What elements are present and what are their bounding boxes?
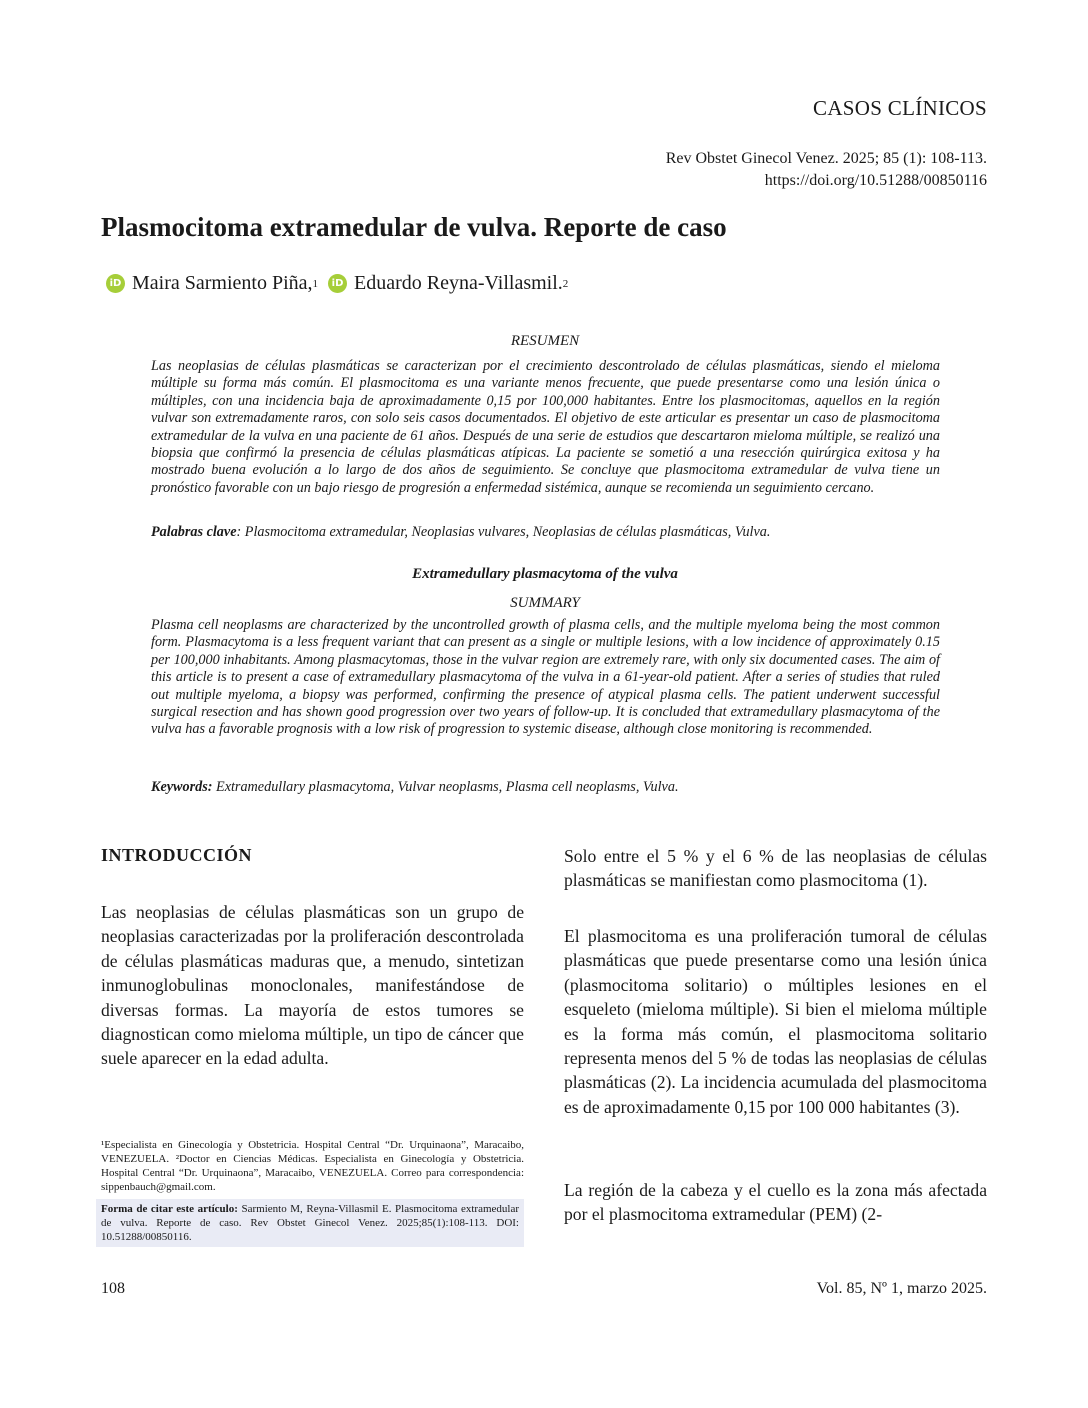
keywords [151, 779, 940, 796]
intro-paragraph-3: El plasmocitoma es una proliferación tumoral de células plasmáticas que puede presentarse como una lesión única (plasmocitoma solitario) o múltiples lesiones en el esqueleto (mieloma múltiple). Si bien el mieloma múltiple es la forma más común, el plasmocitoma solitario representa menos del 5 % de todas las neoplasias de células plasmáticas (2). La incidencia acumulada del plasmocitoma es de aproximadamente 0,15 por 100 000 habitantes (3). [564, 926, 987, 1117]
keywords-list: Extramedullary plasmacytoma, Vulvar neoplasms, Plasma cell neoplasms, Vulva. [212, 779, 679, 795]
resumen-heading: RESUMEN [510, 333, 580, 349]
volume-info: Vol. 85, Nº 1, marzo 2025. [816, 1280, 987, 1297]
english-title: Extramedullary plasmacytoma of the vulva [412, 566, 678, 582]
citation-box [96, 1199, 524, 1247]
intro-heading: INTRODUCCIÓN [101, 845, 253, 865]
section-label: CASOS CLÍNICOS [813, 96, 987, 120]
keywords-label: Keywords: [151, 779, 213, 795]
cite-text: Sarmiento M, Reyna-Villasmil E. Plasmocitoma extramedular de vulva. Reporte de caso. Rev Obstet Ginecol Venez. 2025;85(1):108-113. DOI: 10.51288/00850116. [101, 1203, 519, 1243]
resumen-text: Las neoplasias de células plasmáticas se caracterizan por el crecimiento descontrolado de células plasmáticas, siendo el mieloma múltiple su forma más común. El plasmocitoma es una variante menos frecuente, que puede presentarse como una lesión única o múltiples, con una incidencia baja de aproximadamente 0,15 por 100,000 habitantes. Entre los plasmocitomas, aquellos en la región vulvar son extremadamente raros, con solo seis casos documentados. El objetivo de este articular es presentar un caso de plasmocitoma extramedular de la vulva en una paciente de 61 años. Después de una serie de estudios que descartaron mieloma múltiple, se realizó una biopsia que confirmó la presencia de células plasmáticas atípicas. La paciente se sometió a una resección quirúrgica exitosa y ha mostrado buena evolución a lo largo de dos años de seguimiento. Se concluye que plasmocitoma extramedular de vulva tiene un pronóstico favorable con un bajo riesgo de progresión a enfermedad sistémica, aunque se recomienda un seguimiento cercano. [151, 358, 940, 496]
summary-text: Plasma cell neoplasms are characterized by the uncontrolled growth of plasma cells, and the multiple myeloma being the most common form. Plasmacytoma is a less frequent variant that can present as a single or multiple lesions, with a low incidence of approximately 0.15 per 100,000 inhabitants. Among plasmacytomas, those in the vulvar region are extremely rare, with only six documented cases. The aim of this article is to present a case of extramedullary plasmacytoma of the vulva in a 61-year-old patient. After a series of studies that ruled out multiple myeloma, a biopsy was performed, confirming the presence of atypical plasma cells. The patient underwent successful surgical resection and has shown good progression over two years of follow-up. It is concluded that extramedullary plasmacytoma of the vulva has a favorable prognosis with a low risk of progression to systemic disease, although close monitoring is recommended. [151, 617, 940, 738]
orcid-icon[interactable]: iD [106, 274, 125, 293]
page-number: 108 [101, 1280, 125, 1297]
intro-paragraph-1: Las neoplasias de células plasmáticas son un grupo de neoplasias caracterizadas por la proliferación descontrolada de células plasmáticas maduras que, a menudo, sintetizan inmunoglobulinas monoclonales, manifestándose de diversas formas. La mayoría de estos tumores se diagnostican como mieloma múltiple, un tipo de cáncer que suele aparecer en la edad adulta. [101, 902, 524, 1069]
article-title: Plasmocitoma extramedular de vulva. Reporte de caso [101, 212, 727, 242]
affiliation-footnote: ¹Especialista en Ginecología y Obstetricia. Hospital Central “Dr. Urquinaona”, Maracaibo, VENEZUELA. ²Doctor en Ciencias Médicas. Especialista en Ginecología y Obstetricia. Hospital Central “Dr. Urquinaona”, Maracaibo, VENEZUELA. Correo para correspondencia: sippenbauch@gmail.com. [101, 1139, 524, 1193]
palabras-clave [151, 524, 940, 541]
author-list: iD Maira Sarmiento Piña, 1 iD Eduardo Reyna-Villasmil. 2 [106, 272, 568, 295]
author-name: Eduardo Reyna-Villasmil. [354, 272, 563, 294]
author-name: Maira Sarmiento Piña, [132, 272, 313, 294]
keywords-label: Palabras clave [151, 524, 237, 540]
journal-reference [666, 148, 987, 192]
cite-label: Forma de citar este artículo: [101, 1203, 238, 1215]
doi-link[interactable]: https://doi.org/10.51288/00850116 [764, 172, 987, 189]
keywords-list: : Plasmocitoma extramedular, Neoplasias vulvares, Neoplasias de células plasmáticas, Vulva. [236, 524, 771, 540]
intro-paragraph-2: Solo entre el 5 % y el 6 % de las neoplasias de células plasmáticas se manifiestan como plasmocitoma (1). [564, 846, 987, 891]
intro-paragraph-4: La región de la cabeza y el cuello es la zona más afectada por el plasmocitoma extramedular (PEM) (2- [564, 1180, 987, 1225]
orcid-icon[interactable]: iD [328, 274, 347, 293]
summary-heading: SUMMARY [510, 595, 580, 611]
journal-citation: Rev Obstet Ginecol Venez. 2025; 85 (1): 108-113. [665, 150, 987, 167]
